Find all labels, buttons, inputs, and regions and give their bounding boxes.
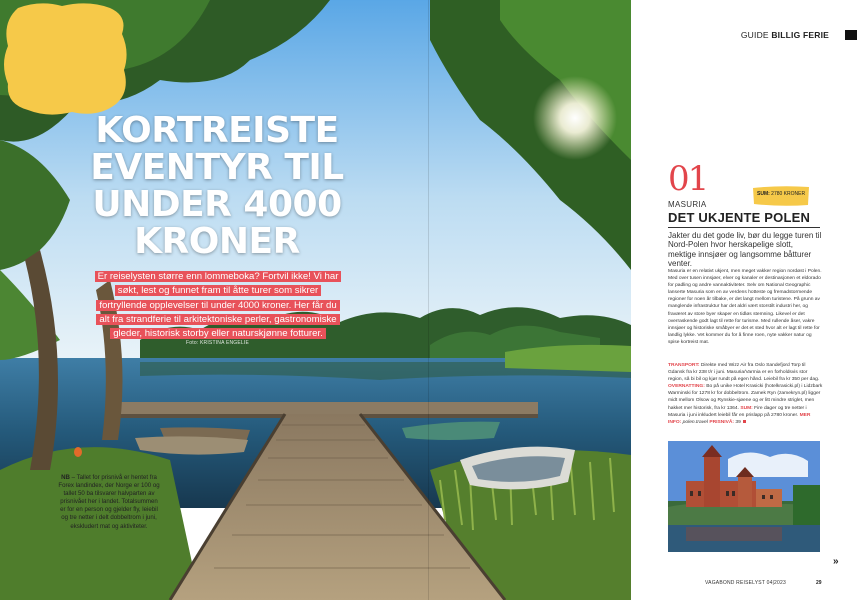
article-number: 01 [668, 159, 708, 199]
article-lead: Jakter du det gode liv, bør du legge turen til Nord-Polen hvor herskapelige slott, mektige innsjøer og langsomme båtturer venter. [668, 231, 822, 268]
section-marker [845, 30, 857, 40]
headline-line: KORTREISTE [95, 110, 339, 151]
section-header [741, 30, 829, 40]
sum-text: Fire dager og tre netter i Masuria i juni inkludert leiebil får en prislapp på 2780 kroner. [668, 405, 807, 418]
page-number: 29 [816, 580, 822, 586]
price-tag [757, 191, 805, 197]
article-region: MASURIA [668, 200, 707, 209]
headline-line: UNDER 4000 [92, 184, 342, 225]
stay-text: Bo på unike Hotel Krasicki (hotelkrasicki.pl) i Lidzbark Warminski for 1278 kr for dobbeltrom. Zamek Ryn (zamekryn.pl) ligger midt mellom Olsow og Rynskie-sjøene og er litt mindre striglet, men hakket mer historisk, fra kr 1364. [668, 384, 823, 411]
section-name: BILLIG FERIE [771, 30, 829, 40]
headline-line: KRONER [134, 221, 300, 262]
feature-intro [92, 270, 344, 341]
headline-line: EVENTYR TIL [90, 147, 344, 188]
article-title: DET UKJENTE POLEN [668, 210, 811, 225]
nb-note-background [0, 0, 130, 118]
more-info-label: MER INFO: [668, 412, 811, 425]
intro-text: Er reiselysten større enn lommeboka? Fortvil ikke! Vi har søkt, lest og funnet fram til åtte turer som sikrer fortryllende opplevelser til under 4000 kroner. Her får du alt fra strandferie til arkitektoniske perler, gastronomiske gleder, historisk storby eller naturskjønne fotturer. [95, 271, 342, 339]
more-info-link[interactable]: polen.travel [681, 419, 710, 425]
price-level-value: 39 [734, 419, 741, 425]
section-guide-label: GUIDE [740, 30, 769, 40]
end-mark-icon [743, 420, 746, 423]
transport-text: Direkte med Wizz Air fra Oslo Sandefjord Torp til Gdansk fra kr 238 t/r i juni. Masuria/Varmia er en forholdsvis stor region, så bi bil og kjør rundt på egen hånd. Leiebil fra kr 350 per dag. [668, 363, 820, 383]
page-gutter [428, 0, 429, 600]
sum-label: SUM: [740, 405, 753, 411]
article-page [631, 0, 857, 600]
price-value: 2780 KRONER [771, 191, 806, 197]
feature-headline [86, 112, 348, 260]
nb-text: – Tallet for prisnivå er hentet fra Forex landindex, der Norge er 100 og tallet 50 ba tilsvarer halvparten av prisnivået her i landet. Totalsummen er for en person og gjelder fly, leiebil og tre netter i delt dobbeltrom i juni, ekskludert mat og aktiviteter. [58, 474, 160, 530]
price-label: SUM: [757, 191, 770, 197]
nb-label: NB [61, 474, 70, 481]
title-rule [668, 227, 820, 228]
article-body: Masuria er en relativt ukjent, men meget vakker region nordøst i Polen. Med over tusen innsjøer, elver og kanaler er destinasjonen et eldorado for padling og andre vannaktiviteter. Selv om National Geographic lanserte Masuria som en av verdens hotteste og fremadstormende regioner for noen år tilbake, er det langt mellom turistene. På grunn av manglende infrastruktur har det aldri vært storstilt industri her, og fraværet av store byer skaper en tidløs stemning. Likevel er det overraskende godt lagt til rette for turisme. Med rullende åser, vakre innsjøer og historiske småbyer er det et sted hvor alt er lagt til rette for landlig lykke. Vet kommer du for å finne roen, nyte vakker natur og spise kortreist mat. [668, 269, 822, 345]
castle-photo [668, 441, 820, 552]
article-facts [668, 362, 823, 426]
next-page-arrows-icon: » [833, 556, 837, 567]
transport-label: TRANSPORT: [668, 363, 700, 368]
footer-magazine: VAGABOND REISELYST 04|2023 [705, 580, 786, 586]
nb-note [57, 474, 161, 531]
stay-label: OVERNATTING: [668, 384, 705, 390]
photo-credit: Foto: KRISTINA ENGELIE [186, 340, 250, 346]
price-level-label: PRISNIVÅ: [709, 419, 735, 425]
